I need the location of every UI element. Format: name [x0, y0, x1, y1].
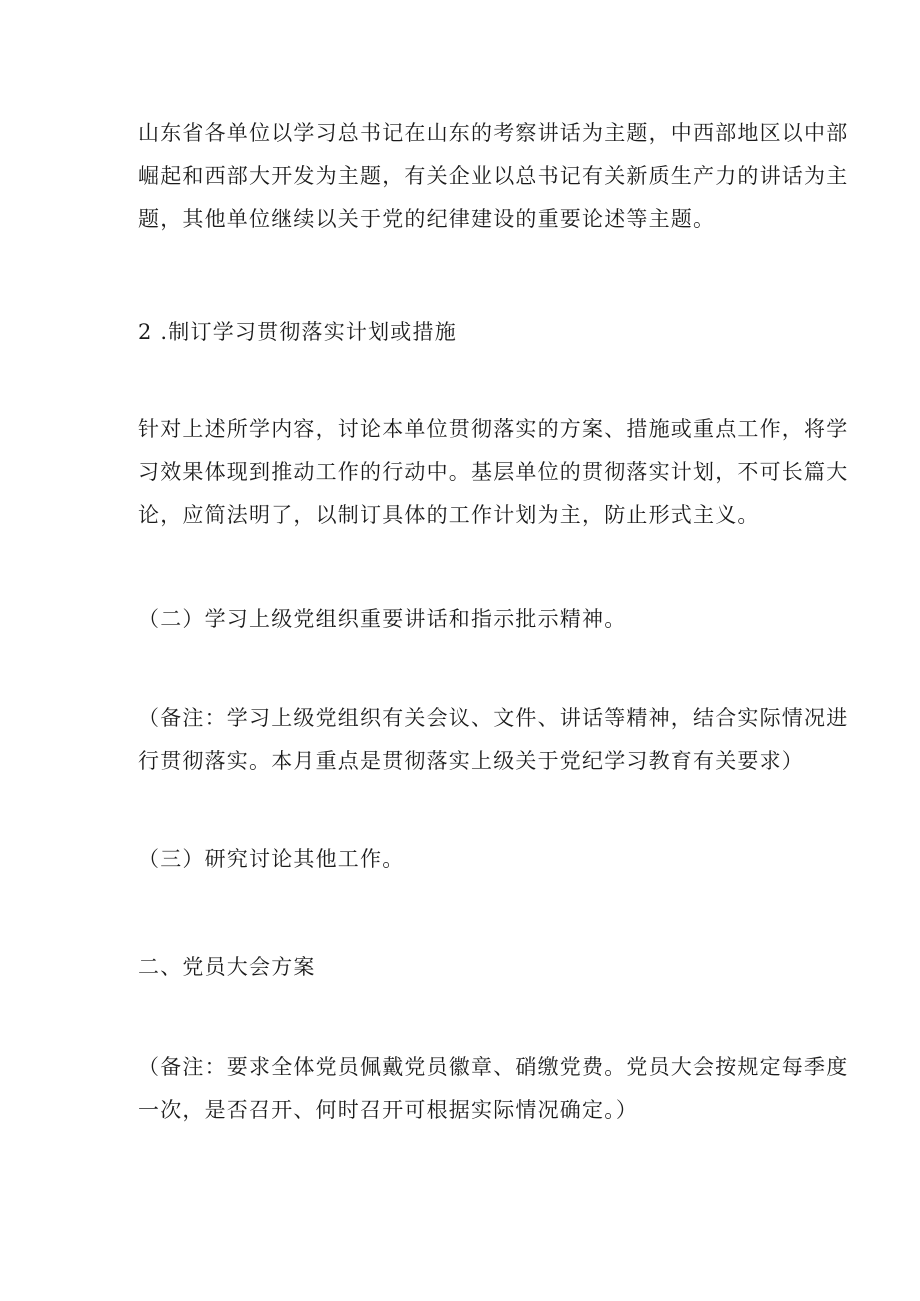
text-line: 习效果体现到推动工作的行动中。基层单位的贯彻落实计划，不可长篇大: [138, 460, 849, 484]
text-line: 山东省各单位以学习总书记在山东的考察讲话为主题，中西部地区以中部: [138, 121, 849, 145]
section-heading-study-instructions: [138, 598, 788, 641]
text-line: 二、党员大会方案: [138, 955, 316, 979]
section-heading-party-meeting: [138, 946, 788, 989]
text-line: 2 .制订学习贯彻落实计划或措施: [138, 320, 457, 344]
text-line: （三）研究讨论其他工作。: [138, 847, 405, 871]
paragraph-note-meeting: [138, 1046, 849, 1132]
text-line: 行贯彻落实。本月重点是贯彻落实上级关于党纪学习教育有关要求）: [138, 749, 804, 773]
text-line: 崛起和西部大开发为主题，有关企业以总书记有关新质生产力的讲话为主: [138, 164, 849, 188]
section-heading-other-work: [138, 838, 788, 881]
text-line: （备注：学习上级党组织有关会议、文件、讲话等精神，结合实际情况进: [138, 706, 849, 730]
paragraph-note-study: [138, 697, 849, 783]
text-line: 一次，是否召开、何时召开可根据实际情况确定。）: [138, 1098, 639, 1122]
paragraph-shandong-topics: [138, 112, 849, 241]
text-line: 论，应简法明了，以制订具体的工作计划为主，防止形式主义。: [138, 503, 760, 527]
text-line: 针对上述所学内容，讨论本单位贯彻落实的方案、措施或重点工作，将学: [138, 417, 849, 441]
text-line: （备注：要求全体党员佩戴党员徽章、硝缴党费。党员大会按规定每季度: [138, 1055, 849, 1079]
text-line: （二）学习上级党组织重要讲话和指示批示精神。: [138, 607, 627, 631]
paragraph-implementation: [138, 408, 849, 537]
section-heading-plan: [138, 311, 788, 354]
text-line: 题，其他单位继续以关于党的纪律建设的重要论述等主题。: [138, 207, 716, 231]
